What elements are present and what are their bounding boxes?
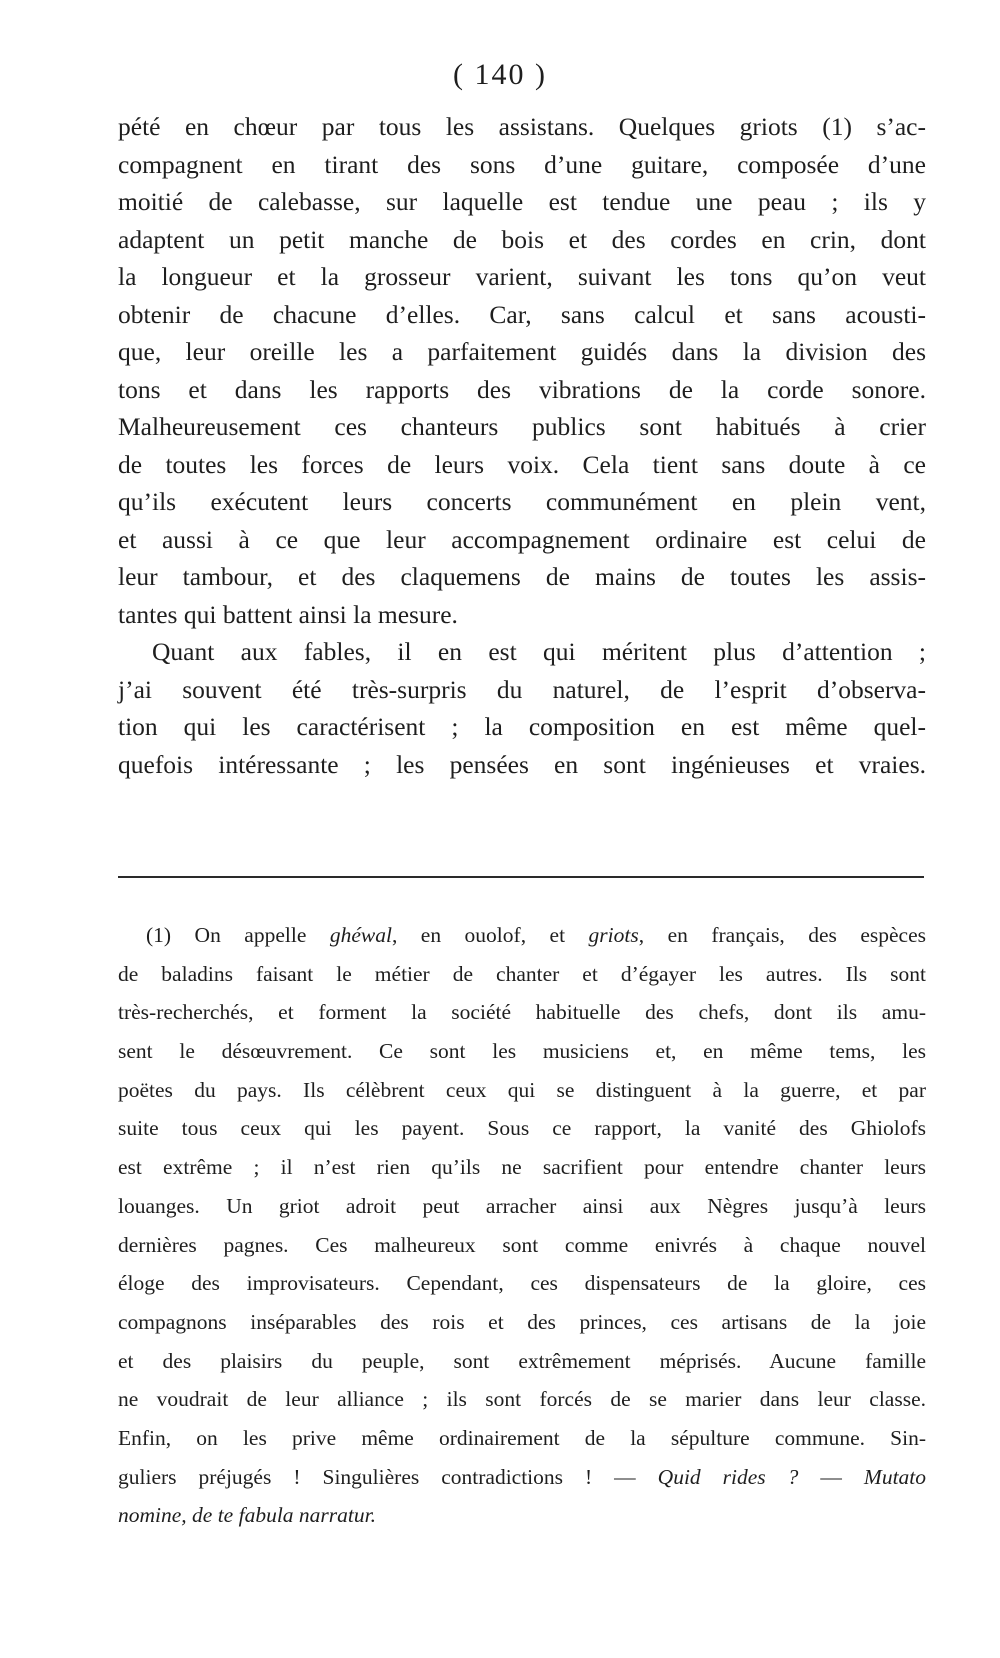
footnote-line: louanges. Un griot adroit peut arracher ainsi aux Nègres jusqu’à leurs xyxy=(118,1193,926,1218)
footnote-fragment: , en français, des espèces xyxy=(638,923,926,947)
footnote-fragment: guliers préjugés ! Singulières contradictions ! — xyxy=(118,1464,658,1489)
footnote-line: dernières pagnes. Ces malheureux sont comme enivrés à chaque nouvel xyxy=(118,1232,926,1257)
page-number: ( 140 ) xyxy=(453,58,547,91)
latin-quote: nomine, de te fabula narratur. xyxy=(118,1503,376,1528)
text-line: quefois intéressante ; les pensées en sont ingénieuses et vraies. xyxy=(118,749,926,779)
footnote-line: ne voudrait de leur alliance ; ils sont forcés de se marier dans leur classe. xyxy=(118,1387,926,1412)
footnote-line: de baladins faisant le métier de chanter et d’égayer les autres. Ils sont xyxy=(118,961,926,986)
footnote-line: poëtes du pays. Ils célèbrent ceux qui se distinguent à la guerre, et par xyxy=(118,1077,926,1102)
text-line: Malheureusement ces chanteurs publics sont habitués à crier xyxy=(118,412,926,441)
text-line: obtenir de chacune d’elles. Car, sans calcul et sans acousti- xyxy=(118,299,926,329)
footnote-fragment: — xyxy=(798,1464,864,1489)
footnote-line: éloge des improvisateurs. Cependant, ces dispensateurs de la gloire, ces xyxy=(118,1271,926,1296)
footnote-line: et des plaisirs du peuple, sont extrêmement méprisés. Aucune famille xyxy=(118,1348,926,1373)
footnote-term: ghéwal xyxy=(329,923,392,947)
text-line: compagnent en tirant des sons d’une guitare, composée d’une xyxy=(118,149,926,179)
footnote-line: très-recherchés, et forment la société habituelle des chefs, dont ils amu- xyxy=(118,1000,926,1025)
text-line: de toutes les forces de leurs voix. Cela tient sans doute à ce xyxy=(118,449,926,479)
text-line: tantes qui battent ainsi la mesure. xyxy=(118,599,458,629)
main-text xyxy=(118,108,926,783)
footnote-marker: (1) xyxy=(146,923,172,947)
footnote-line: suite tous ceux qui les payent. Sous ce rapport, la vanité des Ghiolofs xyxy=(118,1116,926,1141)
text-line: et aussi à ce que leur accompagnement ordinaire est celui de xyxy=(118,524,926,554)
footnote-line xyxy=(118,916,926,955)
text-line: j’ai souvent été très-surpris du naturel, de l’esprit d’observa- xyxy=(118,674,926,704)
text-line: moitié de calebasse, sur laquelle est tendue une peau ; ils y xyxy=(118,187,926,216)
footnote-line: Enfin, on les prive même ordinairement de la sépulture commune. Sin- xyxy=(118,1425,926,1450)
footnote xyxy=(118,916,926,1535)
footnote-fragment: On appelle xyxy=(171,923,330,947)
text-line: qu’ils exécutent leurs concerts communément en plein vent, xyxy=(118,487,926,516)
text-line: pété en chœur par tous les assistans. Quelques griots (1) s’ac- xyxy=(118,112,926,141)
text-line: tons et dans les rapports des vibrations de la corde sonore. xyxy=(118,374,926,404)
footnote-line: compagnons inséparables des rois et des princes, ces artisans de la joie xyxy=(118,1309,926,1334)
footnote-line xyxy=(118,1496,926,1535)
footnote-line xyxy=(118,1458,926,1497)
latin-quote: Mutato xyxy=(863,1464,927,1489)
latin-quote: Quid rides ? xyxy=(657,1464,799,1489)
footnote-fragment: , en ouolof, et xyxy=(391,923,589,947)
text-line: tion qui les caractérisent ; la composition en est même quel- xyxy=(118,712,926,741)
footnote-term: griots xyxy=(588,923,639,947)
footnote-line: est extrême ; il n’est rien qu’ils ne sacrifient pour entendre chanter leurs xyxy=(118,1155,926,1180)
footnote-separator xyxy=(118,876,924,878)
text-line: que, leur oreille les a parfaitement guidés dans la division des xyxy=(118,337,926,366)
text-line: leur tambour, et des claquemens de mains de toutes les assis- xyxy=(118,562,926,591)
footnote-line: sent le désœuvrement. Ce sont les musiciens et, en même tems, les xyxy=(118,1039,926,1064)
text-line: adaptent un petit manche de bois et des cordes en crin, dont xyxy=(118,224,926,254)
text-line: Quant aux fables, il en est qui méritent plus d’attention ; xyxy=(152,637,926,666)
text-line: la longueur et la grosseur varient, suivant les tons qu’on veut xyxy=(118,262,926,291)
